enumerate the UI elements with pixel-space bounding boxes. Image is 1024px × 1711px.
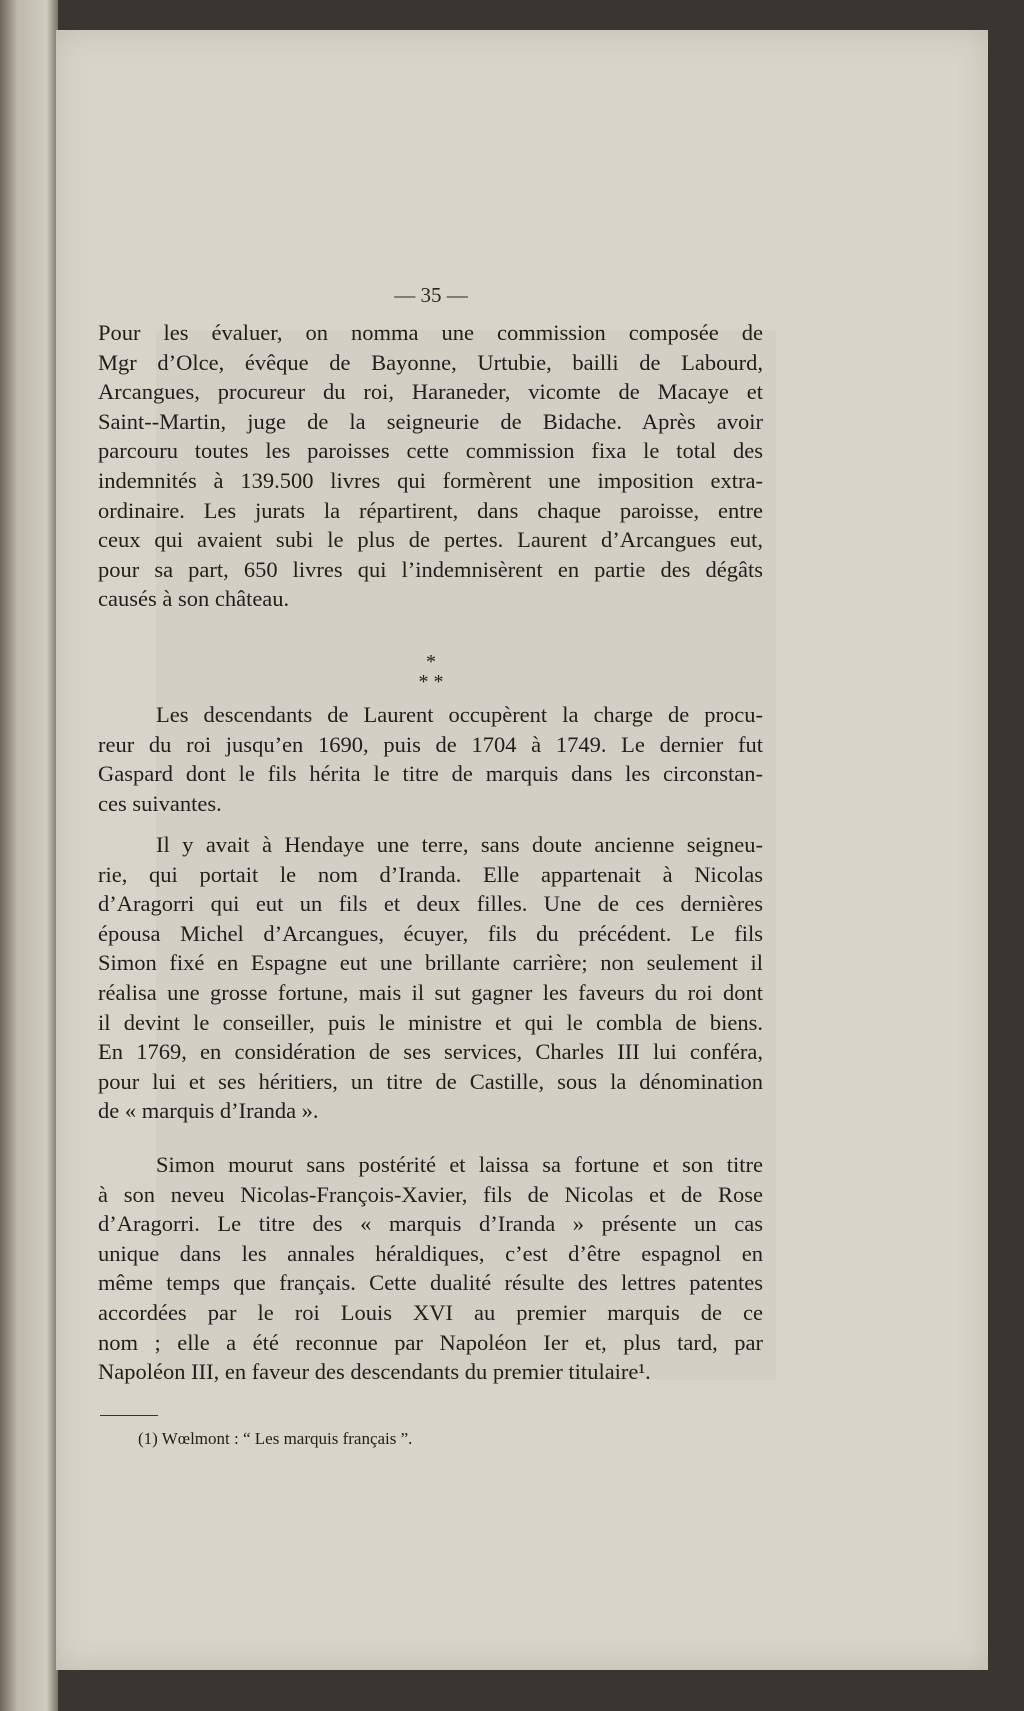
text-line: Pour les évaluer, on nomma une commission composée de bbox=[98, 320, 763, 345]
paragraph-2 bbox=[98, 700, 763, 818]
page-number: — 35 — bbox=[394, 283, 468, 307]
paragraph-1 bbox=[98, 318, 763, 614]
book-page bbox=[56, 30, 988, 1670]
facing-page-edge bbox=[0, 0, 58, 1711]
separator-bottom: * * bbox=[418, 671, 444, 693]
text-line: d’Aragorri. Le titre des « marquis d’Iranda » présente un cas bbox=[98, 1211, 763, 1237]
text-line: ceux qui avaient subi le plus de pertes. Laurent d’Arcangues eut, bbox=[98, 527, 763, 553]
text-line: Napoléon III, en faveur des descendants du premier titulaire¹. bbox=[98, 1359, 651, 1385]
text-line: Il y avait à Hendaye une terre, sans doute ancienne seigneu- bbox=[156, 832, 763, 857]
text-line: reur du roi jusqu’en 1690, puis de 1704 à 1749. Le dernier fut bbox=[98, 731, 763, 757]
text-line: réalisa une grosse fortune, mais il sut gagner les faveurs du roi dont bbox=[98, 979, 763, 1005]
text-line: Arcangues, procureur du roi, Haraneder, vicomte de Macaye et bbox=[98, 379, 763, 405]
text-line: nom ; elle a été reconnue par Napoléon Ier et, plus tard, par bbox=[98, 1329, 763, 1355]
text-line: Simon fixé en Espagne eut une brillante carrière; non seulement il bbox=[98, 950, 763, 976]
text-line: pour lui et ses héritiers, un titre de Castille, sous la dénomination bbox=[98, 1068, 763, 1094]
text-line: indemnités à 139.500 livres qui formèrent une imposition extra- bbox=[98, 467, 763, 493]
text-line: d’Aragorri qui eut un fils et deux filles. Une de ces dernières bbox=[98, 891, 763, 917]
text-line: il devint le conseiller, puis le ministre et qui le combla de biens. bbox=[98, 1009, 763, 1035]
paragraph-4 bbox=[98, 1150, 763, 1387]
text-line: Gaspard dont le fils hérita le titre de marquis dans les circonstan- bbox=[98, 761, 763, 787]
text-line: Saint--Martin, juge de la seigneurie de Bidache. Après avoir bbox=[98, 408, 763, 434]
text-line: même temps que français. Cette dualité résulte des lettres patentes bbox=[98, 1270, 763, 1296]
text-line: ces suivantes. bbox=[98, 790, 222, 816]
text-line: pour sa part, 650 livres qui l’indemnisèrent en partie des dégâts bbox=[98, 556, 763, 582]
text-line: unique dans les annales héraldiques, c’est d’être espagnol en bbox=[98, 1240, 763, 1266]
section-separator bbox=[56, 652, 806, 692]
text-line: de « marquis d’Iranda ». bbox=[98, 1098, 319, 1124]
paragraph-3 bbox=[98, 830, 763, 1126]
text-line: causés à son château. bbox=[98, 586, 290, 612]
footnote-rule bbox=[100, 1415, 158, 1416]
text-line: épousa Michel d’Arcangues, écuyer, fils du précédent. Le fils bbox=[98, 920, 763, 946]
text-line: accordées par le roi Louis XVI au premier marquis de ce bbox=[98, 1299, 763, 1325]
text-line: ordinaire. Les jurats la répartirent, dans chaque paroisse, entre bbox=[98, 497, 763, 523]
text-line: rie, qui portait le nom d’Iranda. Elle appartenait à Nicolas bbox=[98, 861, 763, 887]
footnote: (1) Wœlmont : “ Les marquis français ”. bbox=[138, 1429, 413, 1448]
text-line: à son neveu Nicolas-François-Xavier, fils de Nicolas et de Rose bbox=[98, 1181, 763, 1207]
text-line: Les descendants de Laurent occupèrent la charge de procu- bbox=[156, 702, 763, 727]
text-line: En 1769, en considération de ses services, Charles III lui conféra, bbox=[98, 1039, 763, 1065]
text-line: Mgr d’Olce, évêque de Bayonne, Urtubie, bailli de Labourd, bbox=[98, 349, 763, 375]
text-line: parcouru toutes les paroisses cette commission fixa le total des bbox=[98, 438, 763, 464]
text-line: Simon mourut sans postérité et laissa sa fortune et son titre bbox=[156, 1152, 763, 1177]
separator-top: * bbox=[426, 651, 436, 673]
